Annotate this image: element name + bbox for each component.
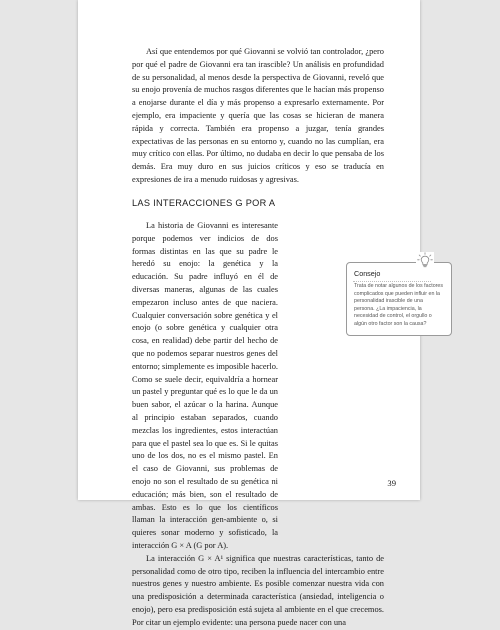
tip-divider: [353, 281, 431, 282]
paragraph-section-text: La historia de Giovanni es interesante porque podemos ver indicios de dos formas distintas en las que su padre le heredó su enojo: la genética y la educación. Su padre influyó en él de diversas maneras, algunas de las cuales empezaron incluso antes de que naciera. Cualquier conversación sobre genética y el enojo (o sobre genética y cualquier otra cosa, en realidad) debe partir del hecho de que no podemos separar nuestros genes del entorno; simplemente es imposible hacerlo. Como se suele decir, equivaldría a hornear un pastel y preguntar qué es lo que le da un buen sabor, el azúcar o la harina. Aunque al principio estaban separados, cuando mezclas los ingredientes, estos interactúan para que el pastel sea lo que es. Si le quitas uno de los dos, no es el mismo pastel. En el caso de Giovanni, sus problemas de enojo no son el resultado de su genética ni educación; más bien, son el resultado de ambas. Esto es lo que los científicos llaman la interacción gen-ambiente o, si quieres sonar moderno y sofisticado, la interacción G × A (G por A).: [132, 221, 278, 550]
lightbulb-icon: [416, 252, 434, 270]
paragraph-closing-text: La interacción G × A¹ significa que nuestras características, tanto de personalidad como de otro tipo, reciben la influencia del intercambio entre nuestros genes y nuestro ambiente. Es posible comenzar nuestra vida con una predisposición a determinada característica (ansiedad, inteligencia o enojo), pero esa predisposición está sujeta al ambiente en el que crecemos. Por citar un ejemplo evidente: una persona puede nacer con una: [132, 553, 384, 627]
paragraph-intro: [132, 46, 384, 187]
book-page: [78, 0, 444, 627]
section-heading: LAS INTERACCIONES G POR A: [132, 198, 276, 208]
tip-sidebar: [346, 262, 452, 336]
page-number: 39: [387, 478, 396, 488]
paragraph-intro-text: Así que entendemos por qué Giovanni se volvió tan controlador, ¿pero por qué el padre de Giovanni era tan irascible? Un análisis en profundidad de su personalidad, al menos desde la perspectiva de Giovanni, reveló que su enojo provenía de muchos rasgos diferentes que le hacían más propenso a enojarse durante el día y más propenso a expresarlo externamente. Por ejemplo, era impaciente y quería que las cosas se hicieran de manera rápida y correcta. También era propenso a juzgar, tenía grandes expectativas de las personas en su entorno y, cuando no las cumplían, era muy crítico con ellas. Por último, no dudaba en decir lo que pensaba de los demás. Era muy duro en sus juicios críticos y eso se traducía en expresiones de ira a menudo ruidosas y agresivas.: [132, 47, 384, 184]
tip-title: Consejo: [354, 269, 381, 278]
tip-body: Trata de notar algunos de los factores complicados que pueden influir en la personalidad irascible de una persona. ¿La impaciencia, la necesidad de control, el orgullo o algún otro factor son la causa?: [354, 283, 444, 327]
